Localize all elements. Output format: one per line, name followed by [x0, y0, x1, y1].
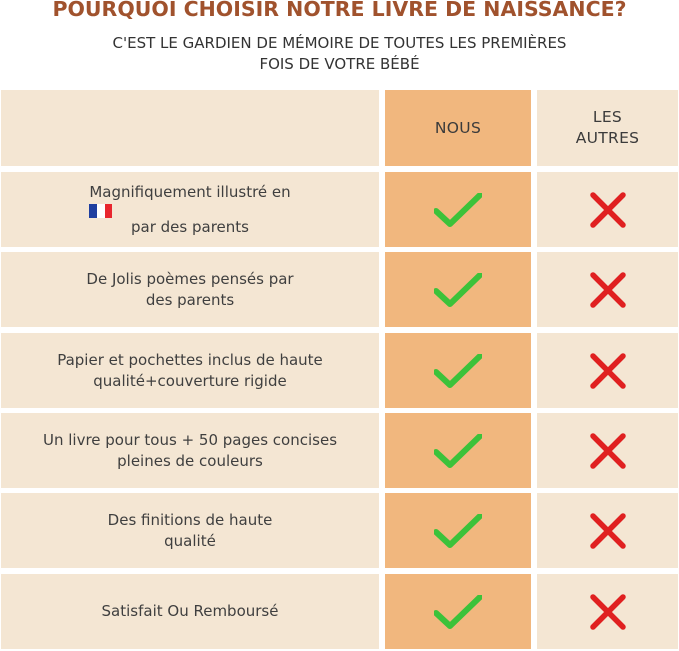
cross-icon — [589, 512, 627, 550]
cross-icon — [589, 191, 627, 229]
cross-icon — [589, 593, 627, 631]
table-row-feature — [1, 574, 379, 649]
table-row-ours — [385, 333, 531, 408]
check-icon — [434, 193, 482, 227]
header-feature-cell — [1, 90, 379, 166]
check-icon — [434, 273, 482, 307]
check-icon — [434, 595, 482, 629]
cross-icon — [589, 432, 627, 470]
table-row-others — [537, 493, 678, 568]
france-flag-icon — [89, 203, 112, 217]
feature-line: Papier et pochettes inclus de haute — [57, 350, 323, 369]
page-title: POURQUOI CHOISIR NOTRE LIVRE DE NAISSANCE? — [52, 0, 627, 21]
table-row-feature — [1, 252, 379, 327]
feature-line — [89, 203, 290, 238]
header-others-cell — [537, 90, 678, 166]
feature-line: Satisfait Ou Remboursé — [101, 602, 279, 620]
table-row-others — [537, 333, 678, 408]
feature-line-text: par des parents — [131, 217, 249, 236]
table-row-feature — [1, 172, 379, 247]
check-icon — [434, 514, 482, 548]
feature-line: Des finitions de haute — [107, 510, 273, 529]
subtitle — [0, 33, 679, 75]
table-row-ours — [385, 413, 531, 488]
subtitle-line-2: FOIS DE VOTRE BÉBÉ — [259, 55, 420, 73]
table-row-ours — [385, 252, 531, 327]
table-row-others — [537, 413, 678, 488]
table-row-feature — [1, 333, 379, 408]
feature-line: qualité — [164, 531, 216, 550]
feature-line: pleines de couleurs — [117, 451, 263, 470]
feature-line: De Jolis poèmes pensés par — [86, 269, 294, 288]
header-ours-label: NOUS — [434, 118, 482, 137]
check-icon — [434, 434, 482, 468]
feature-line: des parents — [145, 290, 235, 309]
feature-line: Magnifiquement illustré en — [89, 182, 291, 201]
subtitle-line-1: C'EST LE GARDIEN DE MÉMOIRE DE TOUTES LES PREMIÈRES — [112, 34, 567, 52]
table-row-others — [537, 252, 678, 327]
table-row-ours — [385, 574, 531, 649]
table-row-ours — [385, 172, 531, 247]
header-others-line-1: LES — [592, 108, 623, 126]
table-row-others — [537, 574, 678, 649]
cross-icon — [589, 271, 627, 309]
table-row-others — [537, 172, 678, 247]
header-others-line-2: AUTRES — [575, 129, 640, 147]
check-icon — [434, 354, 482, 388]
table-row-feature — [1, 413, 379, 488]
feature-line: Un livre pour tous + 50 pages concises — [42, 430, 338, 449]
feature-line: qualité+couverture rigide — [93, 371, 287, 390]
header-ours-cell — [385, 90, 531, 166]
table-row-ours — [385, 493, 531, 568]
table-row-feature — [1, 493, 379, 568]
cross-icon — [589, 352, 627, 390]
